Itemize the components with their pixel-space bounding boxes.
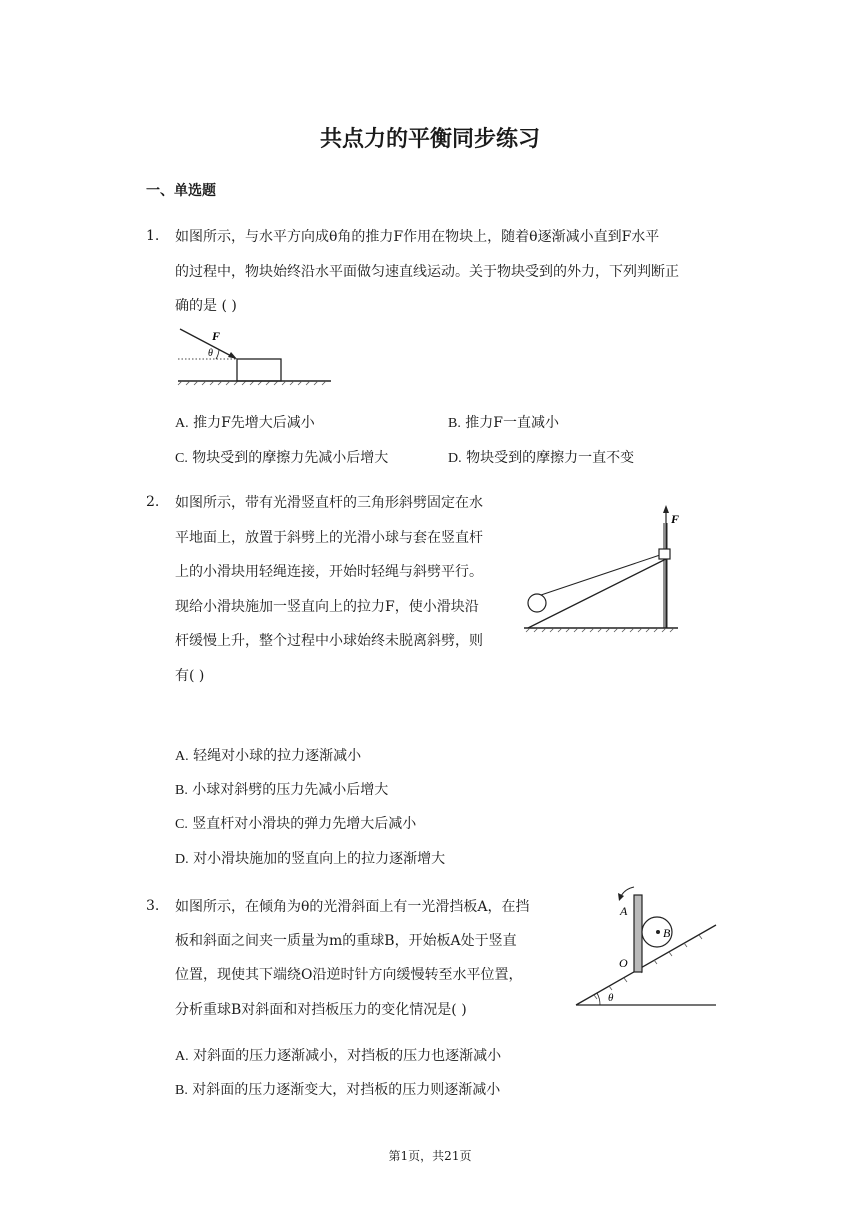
question-2-option-d: D. 对小滑块施加的竖直向上的拉力逐渐增大 xyxy=(175,851,446,867)
question-2-option-b: B. 小球对斜劈的压力先减小后增大 xyxy=(175,782,389,798)
page-title: 共点力的平衡同步练习 xyxy=(319,127,540,152)
question-2-line-4: 现给小滑块施加一竖直向上的拉力F，使小滑块沿 xyxy=(175,599,479,615)
question-3-number: 3. xyxy=(146,898,160,914)
q3-ball-label: B xyxy=(663,926,671,940)
question-2-line-3: 上的小滑块用轻绳连接，开始时轻绳与斜劈平行。 xyxy=(175,564,483,580)
question-3-option-b: B. 对斜面的压力逐渐变大，对挡板的压力则逐渐减小 xyxy=(175,1082,501,1098)
question-2-option-a: A. 轻绳对小球的拉力逐渐减小 xyxy=(175,748,362,764)
question-1-figure xyxy=(176,326,336,386)
question-1-line-3: 确的是 ( ) xyxy=(175,298,237,314)
q3-plate-label: A xyxy=(620,904,628,918)
question-2-line-6: 有( ) xyxy=(175,668,205,684)
question-3-figure xyxy=(574,885,719,1010)
question-2-line-5: 杆缓慢上升，整个过程中小球始终未脱离斜劈，则 xyxy=(175,633,483,649)
question-1-option-b: B. 推力F一直减小 xyxy=(448,415,560,431)
section-heading: 一、单选题 xyxy=(146,183,216,199)
question-3-option-a: A. 对斜面的压力逐渐减小，对挡板的压力也逐渐减小 xyxy=(175,1048,502,1064)
question-3-line-3: 位置，现使其下端绕O沿逆时针方向缓慢转至水平位置， xyxy=(175,967,523,983)
question-3-line-2: 板和斜面之间夹一质量为m的重球B，开始板A处于竖直 xyxy=(175,933,517,949)
q3-pivot-label: O xyxy=(619,956,628,970)
question-2-option-c: C. 竖直杆对小滑块的弹力先增大后减小 xyxy=(175,816,417,832)
question-3-line-1: 如图所示，在倾角为θ的光滑斜面上有一光滑挡板A，在挡 xyxy=(175,899,530,915)
question-1-option-a: A. 推力F先增大后减小 xyxy=(175,415,315,431)
question-1-line-2: 的过程中，物块始终沿水平面做匀速直线运动。关于物块受到的外力，下列判断正 xyxy=(175,264,679,280)
question-2-figure xyxy=(522,503,682,633)
q3-angle-label: θ xyxy=(608,992,614,1004)
question-1-option-c: C. 物块受到的摩擦力先减小后增大 xyxy=(175,450,389,466)
question-1-number: 1. xyxy=(146,228,160,244)
question-2-number: 2. xyxy=(146,494,160,510)
question-2-line-1: 如图所示，带有光滑竖直杆的三角形斜劈固定在水 xyxy=(175,495,483,511)
q1-force-label: F xyxy=(212,329,221,343)
q2-force-label: F xyxy=(671,512,680,526)
question-3-line-4: 分析重球B对斜面和对挡板压力的变化情况是( ) xyxy=(175,1002,467,1018)
q1-angle-label: θ xyxy=(208,348,213,359)
question-1-option-d: D. 物块受到的摩擦力一直不变 xyxy=(448,450,635,466)
question-1-line-1: 如图所示，与水平方向成θ角的推力F作用在物块上，随着θ逐渐减小直到F水平 xyxy=(175,229,660,245)
page-footer: 第1页，共21页 xyxy=(388,1149,472,1163)
question-2-line-2: 平地面上，放置于斜劈上的光滑小球与套在竖直杆 xyxy=(175,530,483,546)
